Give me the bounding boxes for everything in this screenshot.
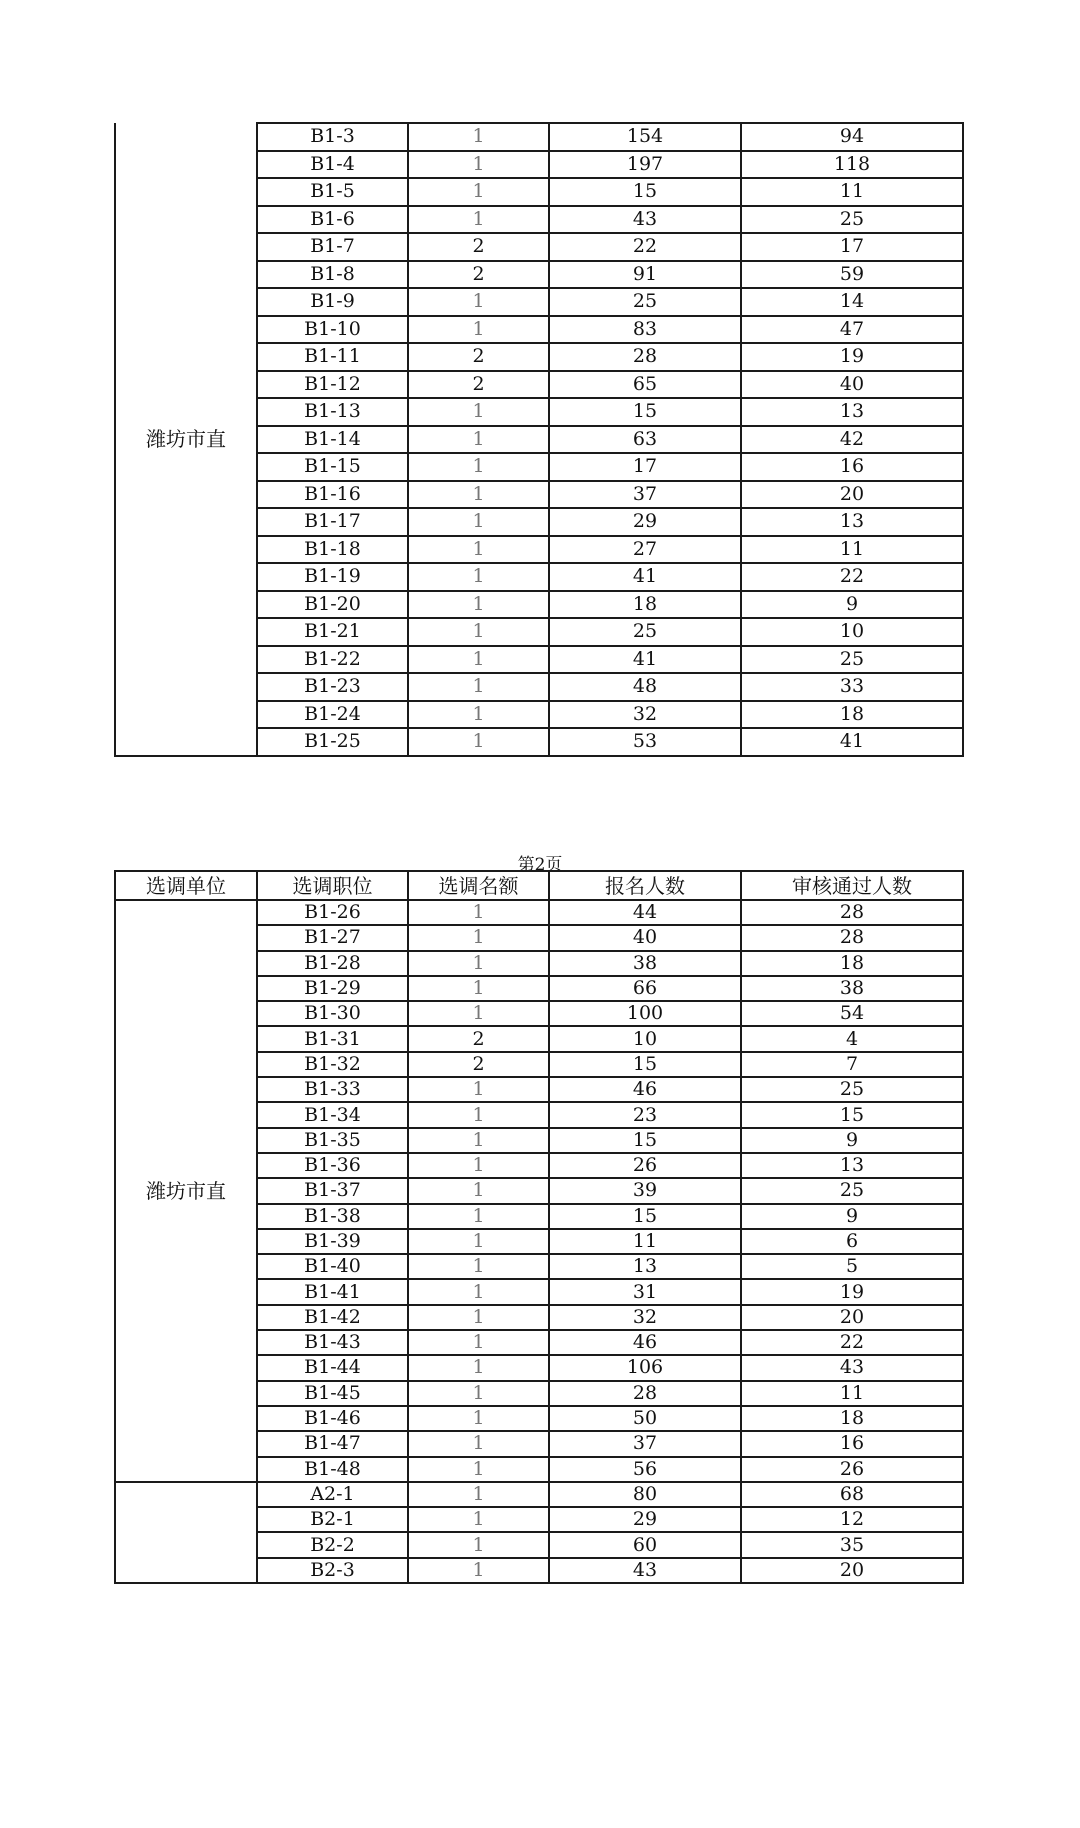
position-cell: B1-35 — [257, 1128, 408, 1153]
applicants-cell: 25 — [549, 288, 741, 316]
applicants-cell: 106 — [549, 1355, 741, 1380]
position-cell: B1-47 — [257, 1431, 408, 1456]
position-cell: B1-43 — [257, 1330, 408, 1355]
position-cell: B1-42 — [257, 1305, 408, 1330]
position-cell: B1-19 — [257, 563, 408, 591]
applicants-cell: 60 — [549, 1532, 741, 1557]
approved-cell: 22 — [741, 1330, 963, 1355]
approved-cell: 7 — [741, 1052, 963, 1077]
applicants-cell: 48 — [549, 673, 741, 701]
applicants-cell: 15 — [549, 398, 741, 426]
quota-cell: 1 — [408, 1077, 549, 1102]
header-cell: 报名人数 — [549, 871, 741, 900]
position-cell: B1-46 — [257, 1406, 408, 1431]
quota-cell: 1 — [408, 1431, 549, 1456]
applicants-cell: 91 — [549, 261, 741, 289]
quota-cell: 1 — [408, 508, 549, 536]
position-cell: B1-28 — [257, 951, 408, 976]
header-cell: 选调单位 — [115, 871, 257, 900]
position-cell: B1-9 — [257, 288, 408, 316]
applicants-cell: 32 — [549, 701, 741, 729]
approved-cell: 4 — [741, 1026, 963, 1051]
quota-cell: 1 — [408, 481, 549, 509]
position-cell: B1-5 — [257, 178, 408, 206]
approved-cell: 19 — [741, 343, 963, 371]
quota-cell: 1 — [408, 1558, 549, 1583]
approved-cell: 28 — [741, 925, 963, 950]
unit-cell — [115, 1482, 257, 1583]
quota-cell: 1 — [408, 1355, 549, 1380]
quota-cell: 1 — [408, 1330, 549, 1355]
approved-cell: 17 — [741, 233, 963, 261]
applicants-cell: 83 — [549, 316, 741, 344]
approved-cell: 94 — [741, 123, 963, 151]
quota-cell: 1 — [408, 1507, 549, 1532]
quota-cell: 1 — [408, 453, 549, 481]
position-cell: B1-7 — [257, 233, 408, 261]
quota-cell: 1 — [408, 426, 549, 454]
position-cell: B1-15 — [257, 453, 408, 481]
position-cell: B1-32 — [257, 1052, 408, 1077]
position-cell: B1-25 — [257, 728, 408, 756]
position-cell: B1-41 — [257, 1279, 408, 1304]
table-row — [115, 1482, 963, 1507]
header-row — [115, 871, 963, 900]
approved-cell: 47 — [741, 316, 963, 344]
position-cell: B1-26 — [257, 900, 408, 925]
quota-cell: 2 — [408, 233, 549, 261]
applicants-cell: 65 — [549, 371, 741, 399]
page-label: 第2页 — [517, 855, 563, 875]
quota-cell: 1 — [408, 1178, 549, 1203]
approved-cell: 14 — [741, 288, 963, 316]
approved-cell: 10 — [741, 618, 963, 646]
applicants-cell: 100 — [549, 1001, 741, 1026]
approved-cell: 33 — [741, 673, 963, 701]
position-cell: B1-44 — [257, 1355, 408, 1380]
quota-cell: 1 — [408, 900, 549, 925]
quota-cell: 1 — [408, 178, 549, 206]
approved-cell: 118 — [741, 151, 963, 179]
quota-cell: 1 — [408, 951, 549, 976]
approved-cell: 19 — [741, 1279, 963, 1304]
applicants-cell: 26 — [549, 1153, 741, 1178]
approved-cell: 9 — [741, 1128, 963, 1153]
applicants-cell: 15 — [549, 178, 741, 206]
approved-cell: 12 — [741, 1507, 963, 1532]
quota-cell: 1 — [408, 316, 549, 344]
approved-cell: 25 — [741, 1077, 963, 1102]
position-cell: B1-22 — [257, 646, 408, 674]
approved-cell: 25 — [741, 646, 963, 674]
approved-cell: 6 — [741, 1229, 963, 1254]
quota-cell: 1 — [408, 1381, 549, 1406]
applicants-cell: 38 — [549, 951, 741, 976]
position-cell: B1-48 — [257, 1457, 408, 1482]
approved-cell: 25 — [741, 1178, 963, 1203]
applicants-cell: 80 — [549, 1482, 741, 1507]
applicants-cell: 43 — [549, 206, 741, 234]
applicants-cell: 40 — [549, 925, 741, 950]
quota-cell: 1 — [408, 728, 549, 756]
applicants-cell: 15 — [549, 1204, 741, 1229]
applicants-cell: 17 — [549, 453, 741, 481]
position-cell: B1-36 — [257, 1153, 408, 1178]
position-cell: B1-3 — [257, 123, 408, 151]
approved-cell: 42 — [741, 426, 963, 454]
quota-cell: 1 — [408, 646, 549, 674]
approved-cell: 20 — [741, 1305, 963, 1330]
approved-cell: 16 — [741, 1431, 963, 1456]
approved-cell: 38 — [741, 976, 963, 1001]
applicants-cell: 41 — [549, 646, 741, 674]
position-cell: B1-13 — [257, 398, 408, 426]
quota-cell: 1 — [408, 151, 549, 179]
position-cell: B1-8 — [257, 261, 408, 289]
applicants-cell: 11 — [549, 1229, 741, 1254]
quota-cell: 1 — [408, 591, 549, 619]
quota-cell: 1 — [408, 1457, 549, 1482]
applicants-cell: 39 — [549, 1178, 741, 1203]
quota-cell: 2 — [408, 1052, 549, 1077]
quota-cell: 1 — [408, 563, 549, 591]
applicants-cell: 15 — [549, 1128, 741, 1153]
quota-cell: 1 — [408, 123, 549, 151]
approved-cell: 18 — [741, 951, 963, 976]
approved-cell: 43 — [741, 1355, 963, 1380]
position-cell: B1-17 — [257, 508, 408, 536]
applicants-cell: 53 — [549, 728, 741, 756]
position-cell: B1-34 — [257, 1102, 408, 1127]
applicants-cell: 29 — [549, 508, 741, 536]
quota-cell: 2 — [408, 261, 549, 289]
applicants-cell: 25 — [549, 618, 741, 646]
position-cell: B1-6 — [257, 206, 408, 234]
position-cell: B1-38 — [257, 1204, 408, 1229]
applicants-cell: 37 — [549, 1431, 741, 1456]
position-cell: B1-27 — [257, 925, 408, 950]
applicants-cell: 50 — [549, 1406, 741, 1431]
quota-cell: 2 — [408, 371, 549, 399]
page2-table — [114, 870, 964, 1584]
applicants-cell: 46 — [549, 1077, 741, 1102]
position-cell: B1-29 — [257, 976, 408, 1001]
quota-cell: 1 — [408, 1279, 549, 1304]
quota-cell: 1 — [408, 1153, 549, 1178]
approved-cell: 20 — [741, 481, 963, 509]
quota-cell: 1 — [408, 1406, 549, 1431]
quota-cell: 1 — [408, 1128, 549, 1153]
quota-cell: 2 — [408, 343, 549, 371]
quota-cell: 1 — [408, 1254, 549, 1279]
quota-cell: 1 — [408, 1305, 549, 1330]
quota-cell: 1 — [408, 925, 549, 950]
page1-table — [114, 122, 964, 757]
approved-cell: 54 — [741, 1001, 963, 1026]
applicants-cell: 28 — [549, 343, 741, 371]
quota-cell: 1 — [408, 1204, 549, 1229]
approved-cell: 59 — [741, 261, 963, 289]
applicants-cell: 23 — [549, 1102, 741, 1127]
position-cell: B1-12 — [257, 371, 408, 399]
position-cell: B1-24 — [257, 701, 408, 729]
position-cell: B1-37 — [257, 1178, 408, 1203]
position-cell: B1-21 — [257, 618, 408, 646]
quota-cell: 1 — [408, 536, 549, 564]
approved-cell: 28 — [741, 900, 963, 925]
position-cell: B1-39 — [257, 1229, 408, 1254]
position-cell: B1-40 — [257, 1254, 408, 1279]
quota-cell: 1 — [408, 701, 549, 729]
quota-cell: 1 — [408, 1532, 549, 1557]
approved-cell: 9 — [741, 591, 963, 619]
applicants-cell: 28 — [549, 1381, 741, 1406]
applicants-cell: 15 — [549, 1052, 741, 1077]
approved-cell: 68 — [741, 1482, 963, 1507]
approved-cell: 35 — [741, 1532, 963, 1557]
table-row — [115, 900, 963, 925]
position-cell: B2-3 — [257, 1558, 408, 1583]
applicants-cell: 10 — [549, 1026, 741, 1051]
quota-cell: 1 — [408, 1102, 549, 1127]
approved-cell: 9 — [741, 1204, 963, 1229]
applicants-cell: 18 — [549, 591, 741, 619]
quota-cell: 1 — [408, 1482, 549, 1507]
applicants-cell: 56 — [549, 1457, 741, 1482]
applicants-cell: 197 — [549, 151, 741, 179]
approved-cell: 26 — [741, 1457, 963, 1482]
approved-cell: 11 — [741, 178, 963, 206]
approved-cell: 40 — [741, 371, 963, 399]
position-cell: B1-14 — [257, 426, 408, 454]
quota-cell: 1 — [408, 206, 549, 234]
applicants-cell: 13 — [549, 1254, 741, 1279]
approved-cell: 13 — [741, 508, 963, 536]
approved-cell: 13 — [741, 398, 963, 426]
position-cell: B1-18 — [257, 536, 408, 564]
position-cell: B1-33 — [257, 1077, 408, 1102]
header-cell: 选调名额 — [408, 871, 549, 900]
quota-cell: 1 — [408, 976, 549, 1001]
position-cell: A2-1 — [257, 1482, 408, 1507]
approved-cell: 13 — [741, 1153, 963, 1178]
applicants-cell: 29 — [549, 1507, 741, 1532]
approved-cell: 5 — [741, 1254, 963, 1279]
approved-cell: 18 — [741, 1406, 963, 1431]
applicants-cell: 37 — [549, 481, 741, 509]
unit-cell: 潍坊市直 — [115, 900, 257, 1482]
applicants-cell: 43 — [549, 1558, 741, 1583]
applicants-cell: 22 — [549, 233, 741, 261]
applicants-cell: 41 — [549, 563, 741, 591]
applicants-cell: 63 — [549, 426, 741, 454]
applicants-cell: 154 — [549, 123, 741, 151]
position-cell: B1-30 — [257, 1001, 408, 1026]
approved-cell: 15 — [741, 1102, 963, 1127]
unit-cell: 潍坊市直 — [115, 123, 257, 756]
table-row — [115, 123, 963, 151]
applicants-cell: 44 — [549, 900, 741, 925]
applicants-cell: 32 — [549, 1305, 741, 1330]
quota-cell: 1 — [408, 1001, 549, 1026]
quota-cell: 1 — [408, 398, 549, 426]
applicants-cell: 46 — [549, 1330, 741, 1355]
quota-cell: 2 — [408, 1026, 549, 1051]
applicants-cell: 66 — [549, 976, 741, 1001]
position-cell: B1-31 — [257, 1026, 408, 1051]
position-cell: B1-23 — [257, 673, 408, 701]
position-cell: B1-11 — [257, 343, 408, 371]
approved-cell: 20 — [741, 1558, 963, 1583]
applicants-cell: 31 — [549, 1279, 741, 1304]
approved-cell: 16 — [741, 453, 963, 481]
approved-cell: 41 — [741, 728, 963, 756]
position-cell: B1-10 — [257, 316, 408, 344]
position-cell: B1-20 — [257, 591, 408, 619]
position-cell: B1-16 — [257, 481, 408, 509]
quota-cell: 1 — [408, 1229, 549, 1254]
position-cell: B1-4 — [257, 151, 408, 179]
header-cell: 选调职位 — [257, 871, 408, 900]
position-cell: B2-1 — [257, 1507, 408, 1532]
position-cell: B1-45 — [257, 1381, 408, 1406]
approved-cell: 11 — [741, 1381, 963, 1406]
quota-cell: 1 — [408, 288, 549, 316]
quota-cell: 1 — [408, 618, 549, 646]
header-cell: 审核通过人数 — [741, 871, 963, 900]
approved-cell: 22 — [741, 563, 963, 591]
position-cell: B2-2 — [257, 1532, 408, 1557]
quota-cell: 1 — [408, 673, 549, 701]
approved-cell: 11 — [741, 536, 963, 564]
approved-cell: 25 — [741, 206, 963, 234]
approved-cell: 18 — [741, 701, 963, 729]
applicants-cell: 27 — [549, 536, 741, 564]
